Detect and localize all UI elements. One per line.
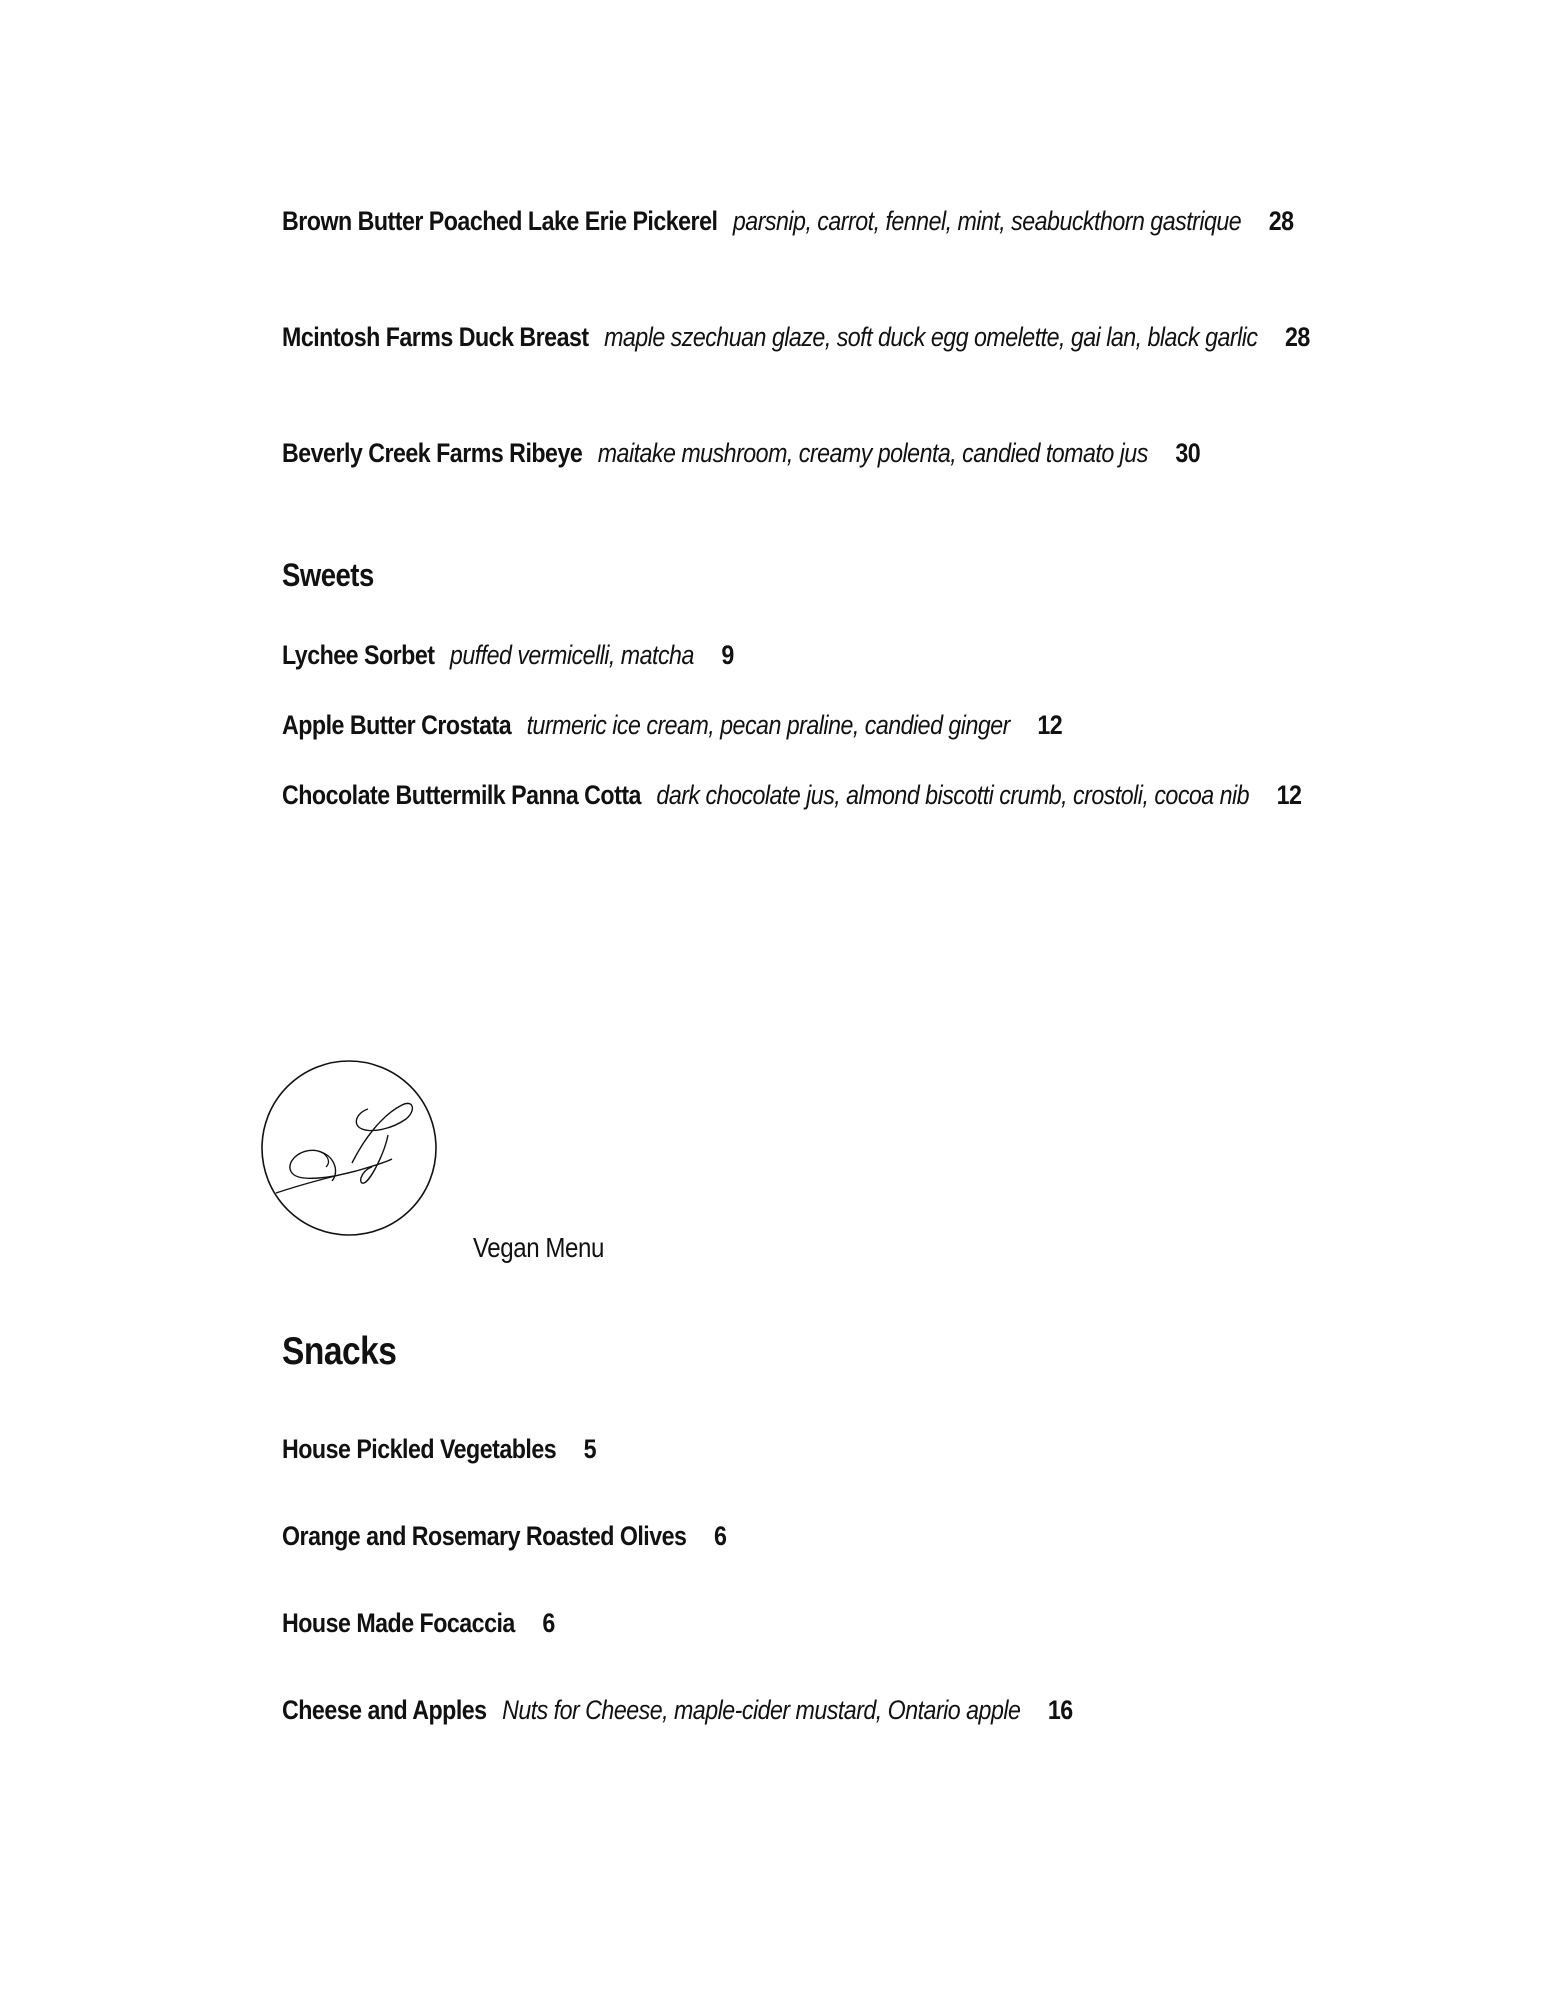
item-description: turmeric ice cream, pecan praline, candied ginger (526, 710, 1010, 740)
section-heading-sweets: Sweets (282, 557, 374, 593)
item-price: 30 (1175, 438, 1201, 468)
mains-list-2 (282, 314, 1342, 361)
vegan-menu-label: Vegan Menu (473, 1232, 604, 1263)
snacks-item-1 (282, 1426, 1342, 1473)
item-price: 9 (721, 640, 734, 670)
menu-item (282, 314, 1331, 361)
monogram-svg (260, 1059, 438, 1237)
menu-item (282, 772, 1340, 819)
menu-item (282, 430, 1340, 477)
item-name: Cheese and Apples (282, 1695, 487, 1725)
item-price: 12 (1037, 710, 1063, 740)
item-description: maple szechuan glaze, soft duck egg omelette, gai lan, black garlic (604, 322, 1258, 352)
item-price: 16 (1047, 1695, 1073, 1725)
item-name: Orange and Rosemary Roasted Olives (282, 1521, 687, 1551)
mains-list (282, 198, 1342, 245)
sweets-item-2 (282, 702, 1342, 749)
item-price: 12 (1276, 780, 1302, 810)
snacks-item-4 (282, 1687, 1342, 1734)
item-price: 6 (713, 1521, 727, 1551)
item-name: Apple Butter Crostata (282, 710, 512, 740)
item-description: parsnip, carrot, fennel, mint, seabuckthorn gastrique (732, 206, 1242, 236)
menu-item (282, 1687, 1340, 1734)
item-description: dark chocolate jus, almond biscotti crumb, crostoli, cocoa nib (656, 780, 1250, 810)
sweets-item-1 (282, 632, 1342, 679)
item-price: 28 (1268, 206, 1294, 236)
item-name: Lychee Sorbet (282, 640, 435, 670)
menu-item (282, 702, 1340, 749)
menu-item (282, 1426, 1340, 1473)
sweets-item-3 (282, 772, 1342, 819)
item-description: puffed vermicelli, matcha (449, 640, 694, 670)
item-price: 5 (583, 1434, 597, 1464)
mains-list-3 (282, 430, 1342, 477)
item-name: Beverly Creek Farms Ribeye (282, 438, 583, 468)
item-name: Brown Butter Poached Lake Erie Pickerel (282, 206, 718, 236)
section-heading-snacks: Snacks (282, 1330, 397, 1373)
snacks-item-2 (282, 1513, 1342, 1560)
item-description: Nuts for Cheese, maple-cider mustard, Ontario apple (502, 1695, 1021, 1725)
menu-item (282, 1513, 1340, 1560)
item-name: Mcintosh Farms Duck Breast (282, 322, 589, 352)
monogram-g-icon (260, 1059, 438, 1237)
item-name: House Made Focaccia (282, 1608, 515, 1638)
item-name: Chocolate Buttermilk Panna Cotta (282, 780, 641, 810)
item-price: 6 (542, 1608, 555, 1638)
menu-item (282, 632, 1340, 679)
item-name: House Pickled Vegetables (282, 1434, 557, 1464)
item-price: 28 (1285, 322, 1310, 352)
menu-item (282, 198, 1323, 245)
snacks-item-3 (282, 1600, 1342, 1647)
item-description: maitake mushroom, creamy polenta, candied tomato jus (597, 438, 1148, 468)
menu-item (282, 1600, 1340, 1647)
